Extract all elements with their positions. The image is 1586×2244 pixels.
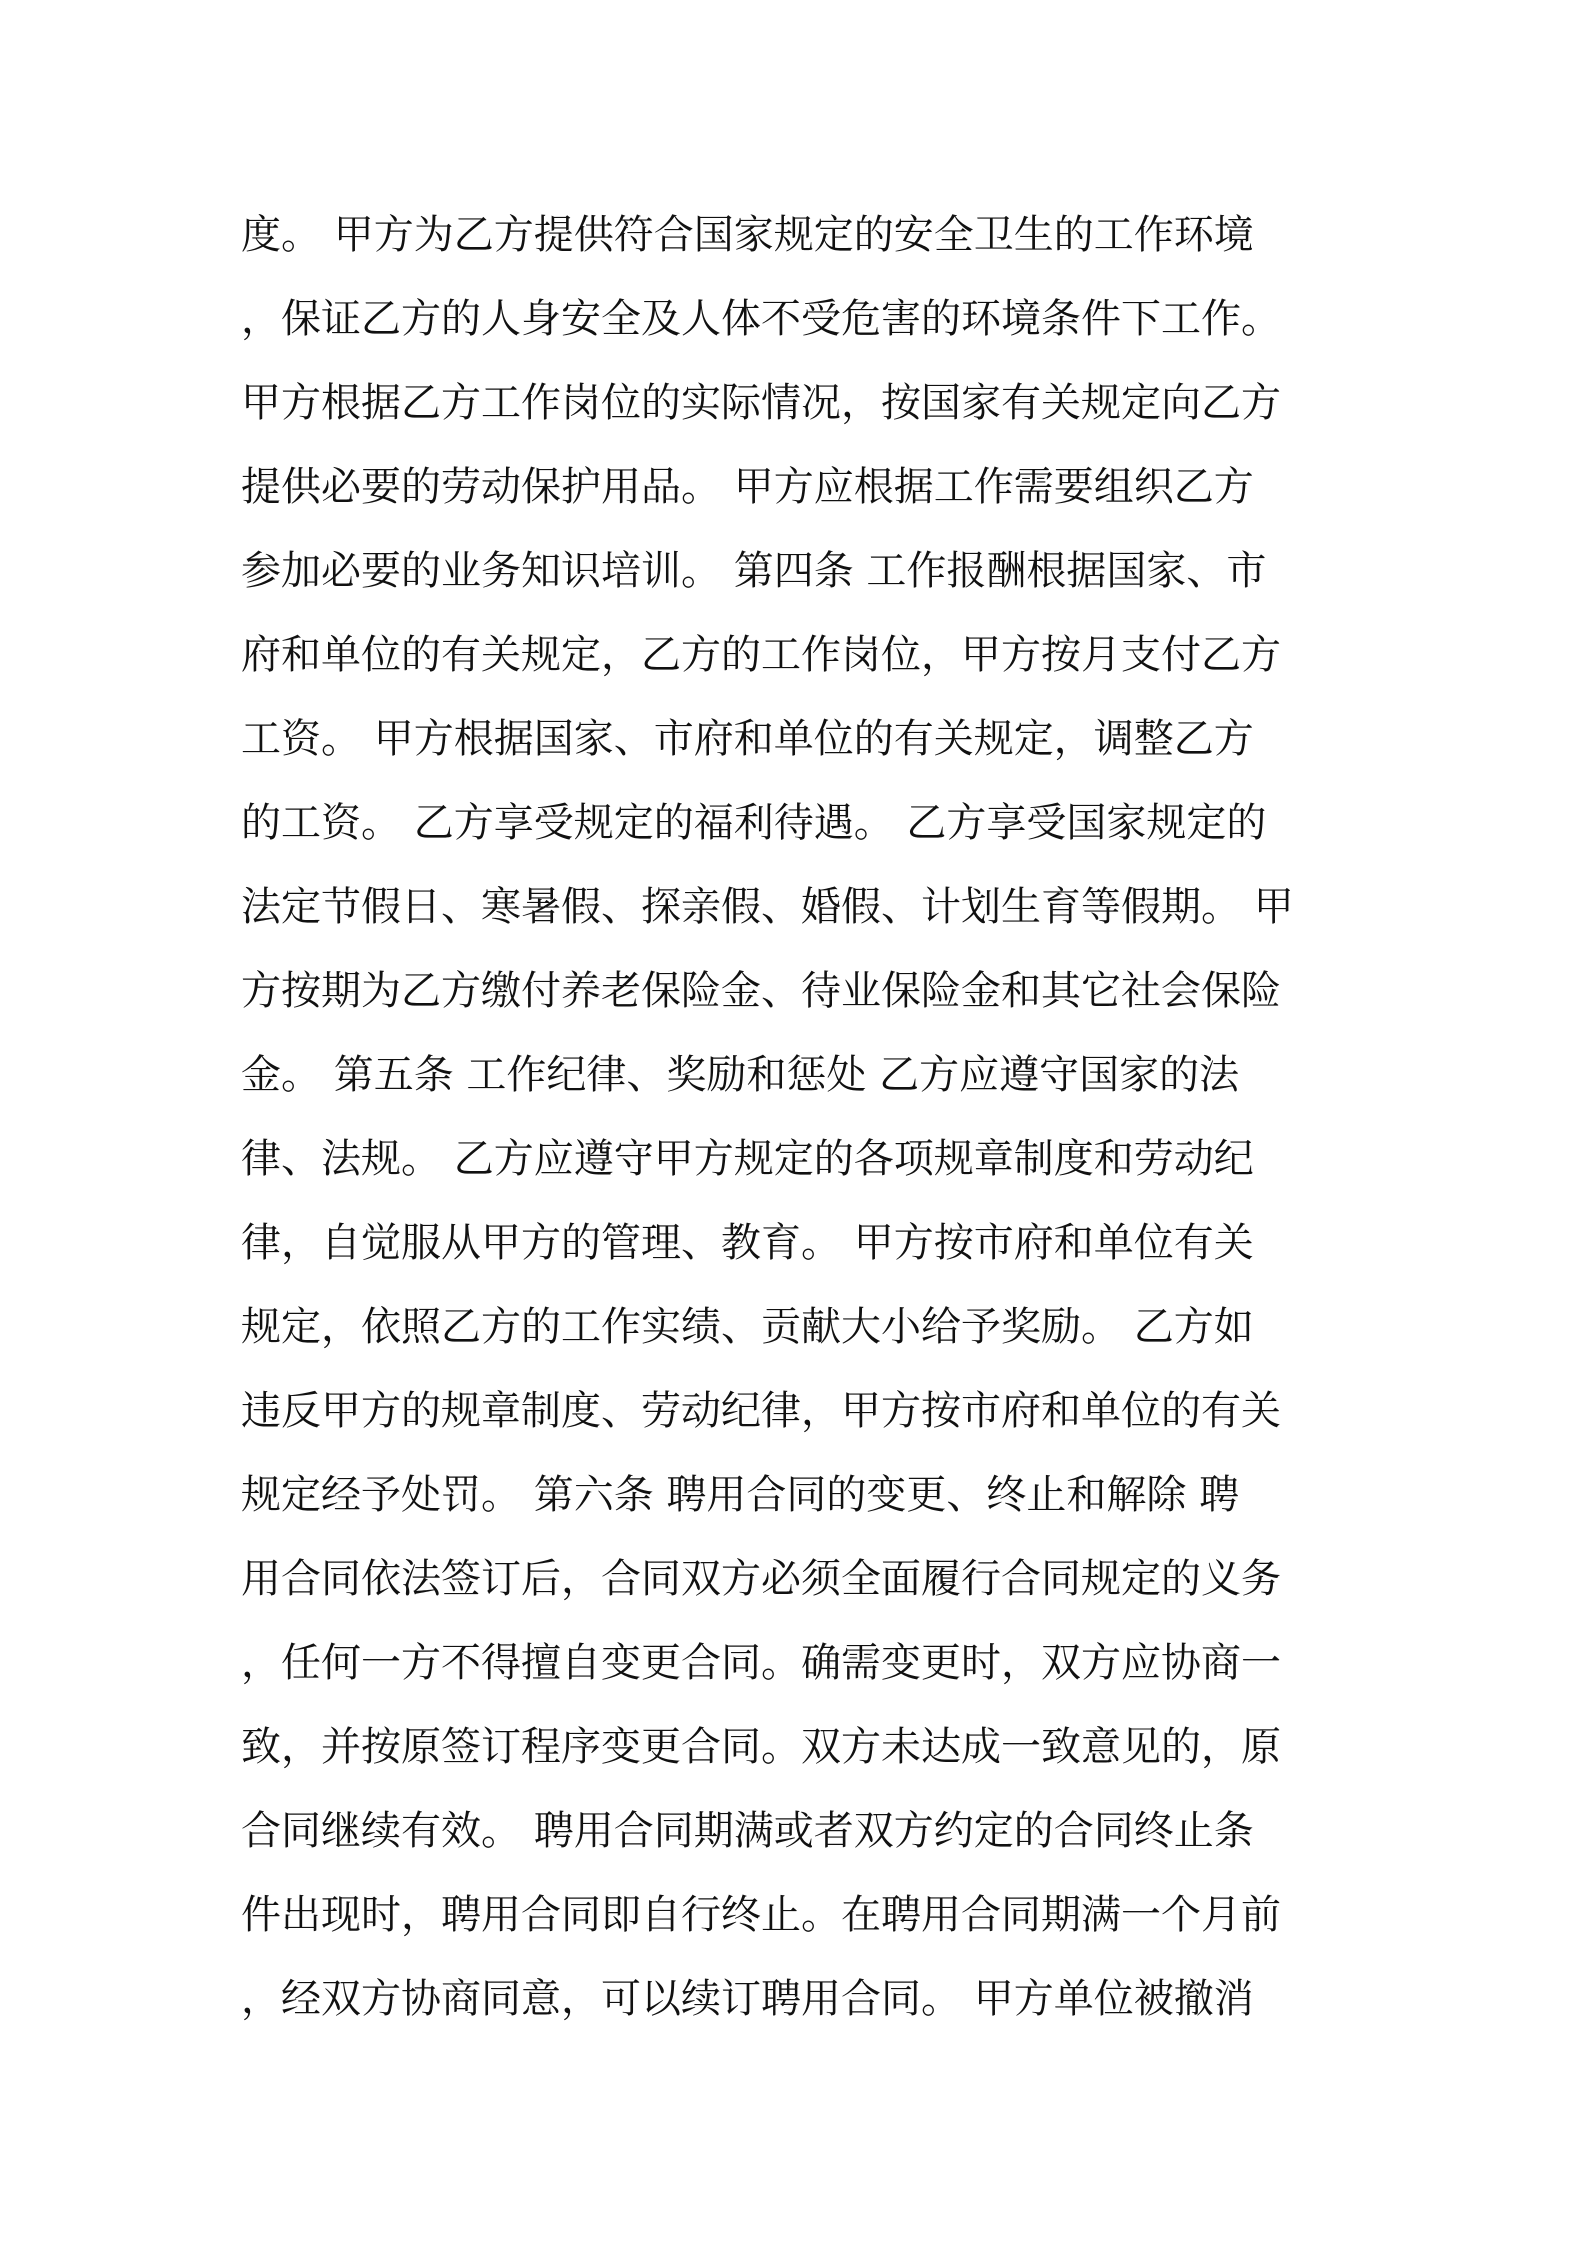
- text-line: ，保证乙方的人身安全及人体不受危害的环境条件下工作。: [241, 296, 1281, 342]
- text-line: 律、法规。 乙方应遵守甲方规定的各项规章制度和劳动纪: [241, 1136, 1254, 1182]
- text-line: 法定节假日、寒暑假、探亲假、婚假、计划生育等假期。 甲: [241, 884, 1294, 930]
- text-line: 用合同依法签订后，合同双方必须全面履行合同规定的义务: [241, 1556, 1281, 1602]
- text-line: 规定，依照乙方的工作实绩、贡献大小给予奖励。 乙方如: [241, 1304, 1254, 1350]
- text-line: 违反甲方的规章制度、劳动纪律，甲方按市府和单位的有关: [241, 1388, 1281, 1434]
- text-line: 工资。 甲方根据国家、市府和单位的有关规定，调整乙方: [241, 716, 1254, 762]
- text-line: 致，并按原签订程序变更合同。双方未达成一致意见的，原: [241, 1724, 1281, 1770]
- text-line: 规定经予处罚。 第六条 聘用合同的变更、终止和解除 聘: [241, 1472, 1240, 1518]
- text-line: 参加必要的业务知识培训。 第四条 工作报酬根据国家、市: [241, 548, 1267, 594]
- text-line: 提供必要的劳动保护用品。 甲方应根据工作需要组织乙方: [241, 464, 1254, 510]
- text-line: 的工资。 乙方享受规定的福利待遇。 乙方享受国家规定的: [241, 800, 1267, 846]
- text-line: 金。 第五条 工作纪律、奖励和惩处 乙方应遵守国家的法: [241, 1052, 1240, 1098]
- text-line: 府和单位的有关规定，乙方的工作岗位，甲方按月支付乙方: [241, 632, 1281, 678]
- text-line: 合同继续有效。 聘用合同期满或者双方约定的合同终止条: [241, 1808, 1254, 1854]
- body-text: [241, 193, 1361, 2041]
- text-line: 件出现时，聘用合同即自行终止。在聘用合同期满一个月前: [241, 1892, 1281, 1938]
- text-line: 甲方根据乙方工作岗位的实际情况，按国家有关规定向乙方: [241, 380, 1281, 426]
- text-line: ，任何一方不得擅自变更合同。确需变更时，双方应协商一: [241, 1640, 1281, 1686]
- text-line: 律，自觉服从甲方的管理、教育。 甲方按市府和单位有关: [241, 1220, 1254, 1266]
- text-line: ，经双方协商同意，可以续订聘用合同。 甲方单位被撤消: [241, 1976, 1254, 2022]
- text-line: 方按期为乙方缴付养老保险金、待业保险金和其它社会保险: [241, 968, 1281, 1014]
- text-line: 度。 甲方为乙方提供符合国家规定的安全卫生的工作环境: [241, 212, 1254, 258]
